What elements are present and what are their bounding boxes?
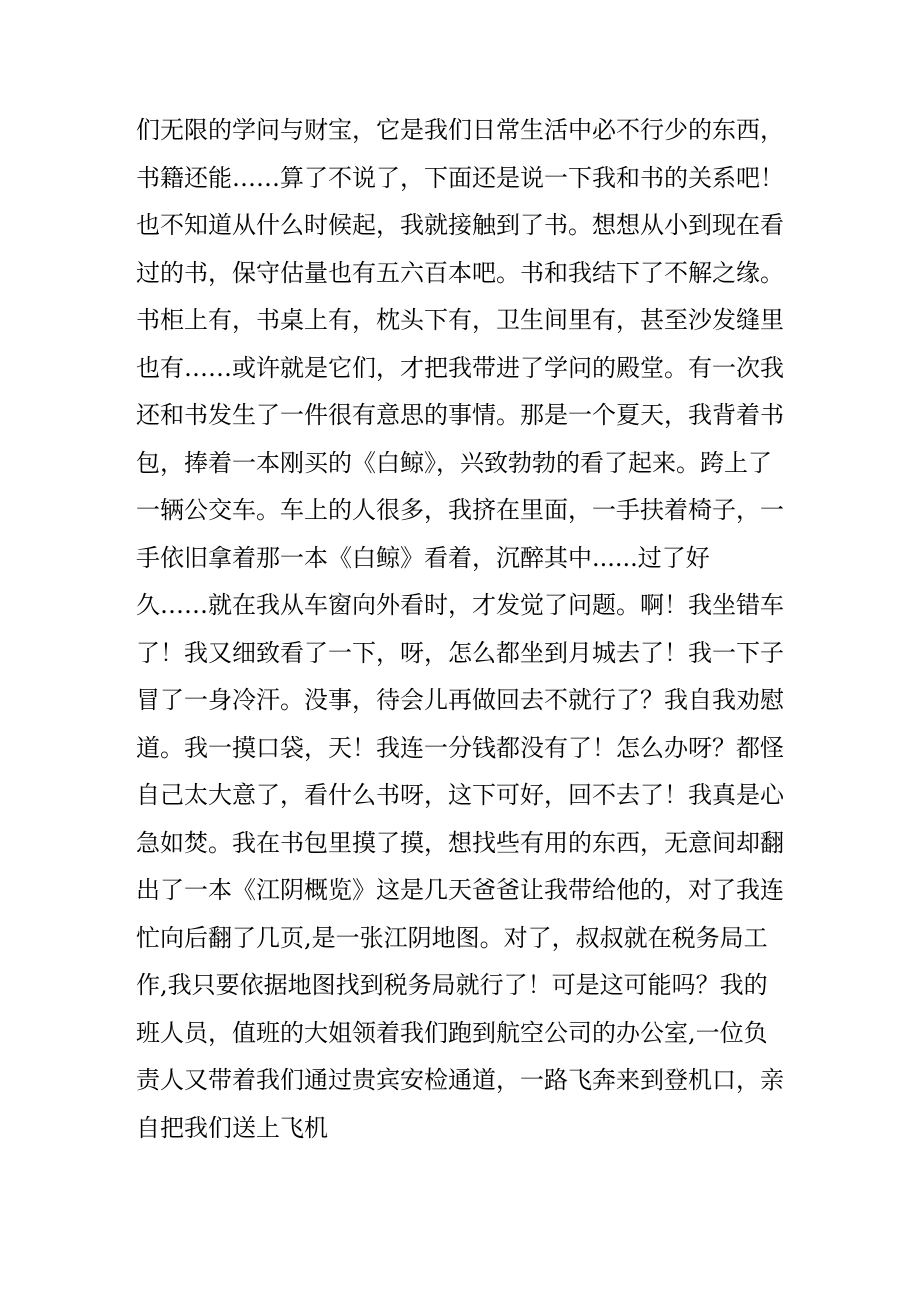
- text-line: 书柜上有，书桌上有，枕头下有，卫生间里有，甚至沙发缝里: [136, 306, 784, 334]
- text-line: 出了一本《江阴概览》这是几天爸爸让我带给他的，对了我连: [136, 876, 784, 904]
- text-line: 班人员，值班的大姐领着我们跑到航空公司的办公室,一位负: [136, 1018, 768, 1047]
- text-line: 书籍还能……算了不说了，下面还是说一下我和书的关系吧！: [136, 163, 784, 192]
- text-line: 责人又带着我们通过贵宾安检通道，一路飞奔来到登机口，亲: [136, 1066, 784, 1094]
- text-line: 忙向后翻了几页,是一张江阴地图。对了，叔叔就在税务局工: [136, 923, 768, 952]
- text-line: 道。我一摸口袋，天！我连一分钱都没有了！怎么办呀？都怪: [136, 733, 784, 762]
- text-line: 急如焚。我在书包里摸了摸，想找些有用的东西，无意间却翻: [136, 828, 784, 857]
- text-line: 们无限的学问与财宝，它是我们日常生活中必不行少的东西，: [136, 116, 784, 144]
- text-line: 也有……或许就是它们，才把我带进了学问的殿堂。有一次我: [136, 353, 784, 382]
- text-line: 手依旧拿着那一本《白鲸》看着，沉醉其中......过了好: [136, 543, 710, 572]
- text-line: 一辆公交车。车上的人很多，我挤在里面，一手扶着椅子，一: [136, 496, 784, 524]
- text-line: 过的书，保守估量也有五六百本吧。书和我结下了不解之缘。: [136, 258, 784, 287]
- text-line: 还和书发生了一件很有意思的事情。那是一个夏天，我背着书: [136, 401, 784, 429]
- text-line: 自己太大意了，看什么书呀，这下可好，回不去了！我真是心: [136, 781, 784, 809]
- text-line: 冒了一身冷汗。没事，待会儿再做回去不就行了？我自我劝慰: [136, 686, 784, 714]
- text-line: 自把我们送上飞机: [136, 1113, 328, 1142]
- text-line: 也不知道从什么时候起，我就接触到了书。想想从小到现在看: [136, 211, 784, 239]
- text-line: 包，捧着一本刚买的《白鲸》，兴致勃勃的看了起来。跨上了: [136, 448, 772, 477]
- text-line: 久……就在我从车窗向外看时，才发觉了问题。啊！我坐错车: [136, 591, 784, 619]
- text-line: 作,我只要依据地图找到税务局就行了！可是这可能吗？我的: [136, 971, 768, 999]
- text-line: 了！我又细致看了一下，呀，怎么都坐到月城去了！我一下子: [136, 638, 784, 667]
- body-text: [136, 107, 796, 1152]
